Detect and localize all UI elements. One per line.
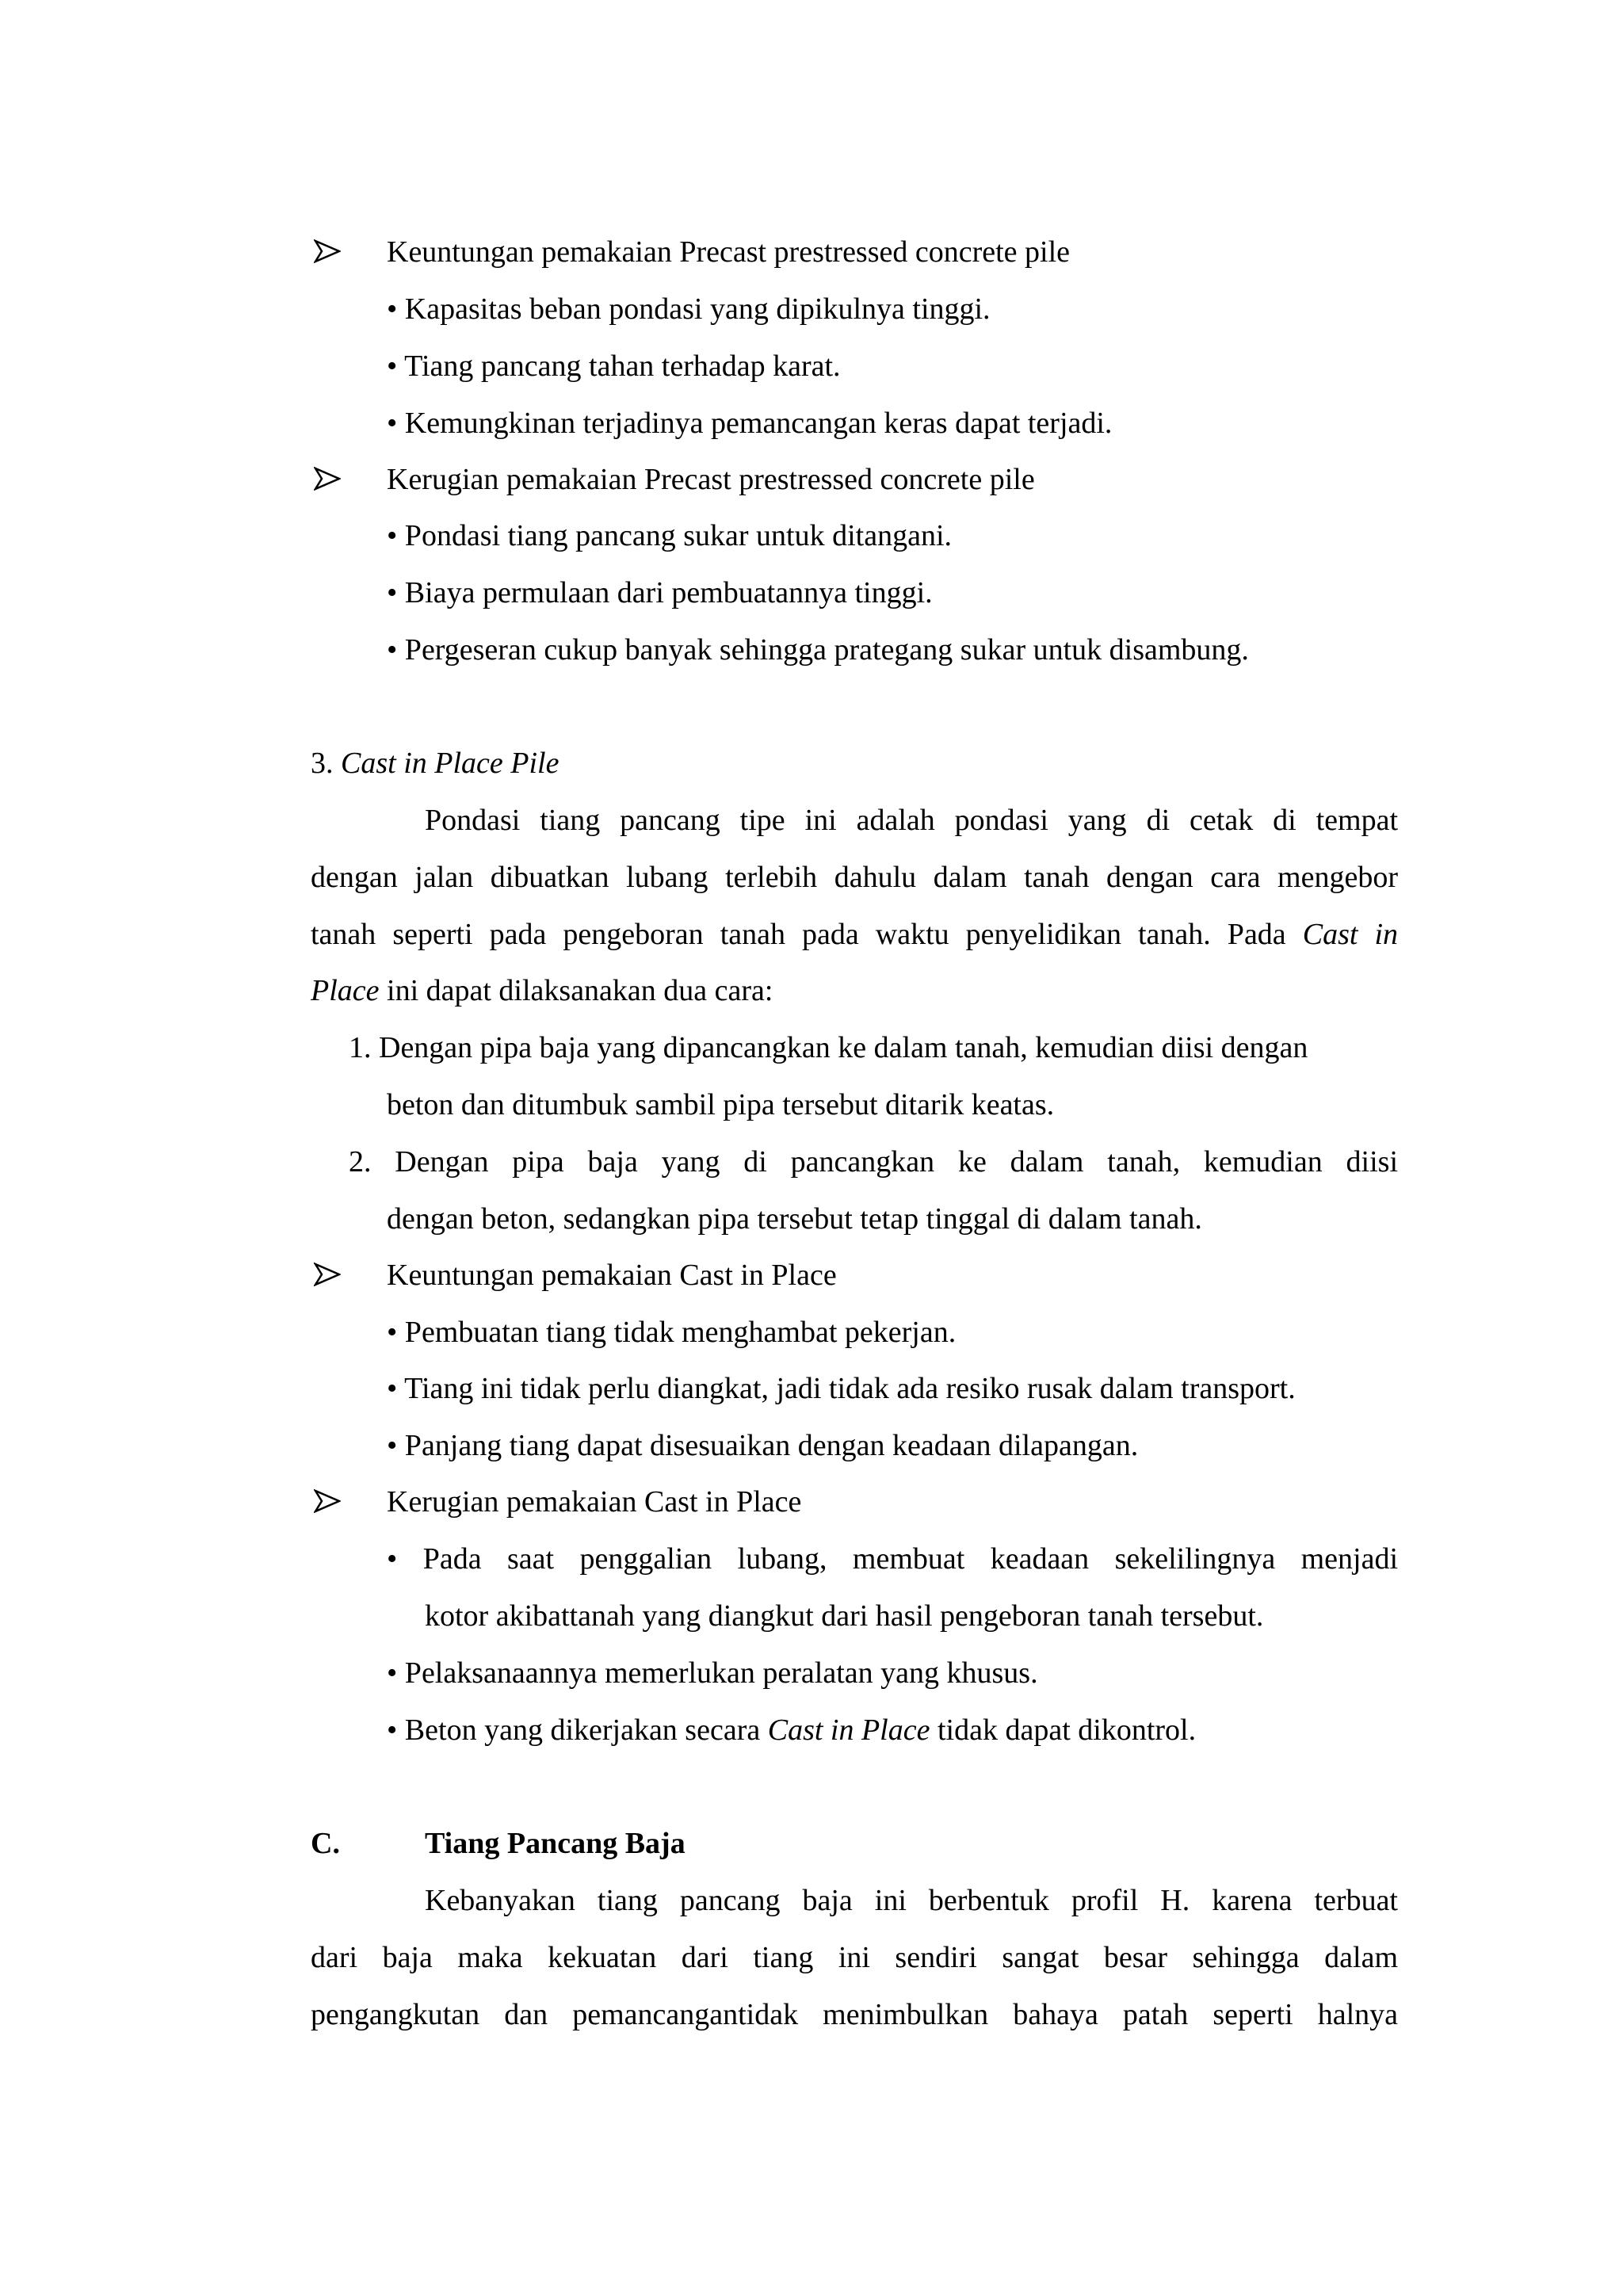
cast-disadvantage-item-cont: kotor akibattanah yang diangkut dari hasil pengeboran tanah tersebut. bbox=[425, 1599, 1264, 1633]
prestressed-advantage-item: • Tiang pancang tahan terhadap karat. bbox=[387, 350, 841, 383]
section-c-paragraph-line: Kebanyakan tiang pancang baja ini berbentuk profil H. karena terbuat bbox=[425, 1884, 1398, 1917]
prestressed-disadvantage-item: • Pondasi tiang pancang sukar untuk ditangani. bbox=[387, 519, 953, 552]
cast-paragraph-line: Pondasi tiang pancang tipe ini adalah pondasi yang di cetak di tempat bbox=[425, 804, 1398, 837]
section-c-title: Tiang Pancang Baja bbox=[425, 1827, 685, 1860]
cast-method-1-cont: beton dan ditumbuk sambil pipa tersebut ditarik keatas. bbox=[387, 1088, 1055, 1121]
section-c-paragraph-line: pengangkutan dan pemancangantidak menimbulkan bahaya patah seperti halnya bbox=[311, 1998, 1398, 2031]
cast-method-1: 1. Dengan pipa baja yang dipancangkan ke dalam tanah, kemudian diisi dengan bbox=[349, 1031, 1308, 1064]
cast-paragraph-line: dengan jalan dibuatkan lubang terlebih dahulu dalam tanah dengan cara mengebor bbox=[311, 861, 1398, 894]
cast-paragraph-line: Place ini dapat dilaksanakan dua cara: bbox=[311, 974, 773, 1007]
arrow-bullet-icon bbox=[314, 467, 341, 491]
cast-disadvantage-item: • Beton yang dikerjakan secara Cast in Place tidak dapat dikontrol. bbox=[387, 1713, 1197, 1747]
section-c-letter: C. bbox=[311, 1827, 340, 1860]
section-c-paragraph-line: dari baja maka kekuatan dari tiang ini sendiri sangat besar sehingga dalam bbox=[311, 1941, 1398, 1974]
cast-disadvantages-title: Kerugian pemakaian Cast in Place bbox=[387, 1485, 802, 1519]
arrow-bullet-icon bbox=[314, 1263, 341, 1286]
cast-method-2-cont: dengan beton, sedangkan pipa tersebut tetap tinggal di dalam tanah. bbox=[387, 1202, 1202, 1236]
cast-advantage-item: • Pembuatan tiang tidak menghambat pekerjan. bbox=[387, 1316, 957, 1349]
prestressed-disadvantages-title: Kerugian pemakaian Precast prestressed concrete pile bbox=[387, 463, 1035, 496]
arrow-bullet-icon bbox=[314, 1489, 341, 1513]
cast-method-2: 2. Dengan pipa baja yang di pancangkan ke dalam tanah, kemudian diisi bbox=[349, 1145, 1398, 1179]
cast-disadvantage-item: • Pelaksanaannya memerlukan peralatan yang khusus. bbox=[387, 1656, 1038, 1690]
arrow-bullet-icon bbox=[314, 239, 341, 263]
cast-section-number: 3. bbox=[311, 747, 334, 780]
cast-section-heading bbox=[311, 744, 559, 782]
cast-advantages-title: Keuntungan pemakaian Cast in Place bbox=[387, 1259, 837, 1292]
prestressed-disadvantage-item: • Biaya permulaan dari pembuatannya tinggi. bbox=[387, 576, 933, 609]
prestressed-disadvantage-item: • Pergeseran cukup banyak sehingga prategang sukar untuk disambung. bbox=[387, 633, 1249, 667]
prestressed-advantages-title: Keuntungan pemakaian Precast prestressed concrete pile bbox=[387, 235, 1071, 269]
cast-section-title: Cast in Place Pile bbox=[341, 747, 559, 780]
cast-disadvantage-item: • Pada saat penggalian lubang, membuat keadaan sekelilingnya menjadi bbox=[387, 1542, 1398, 1576]
cast-advantage-item: • Panjang tiang dapat disesuaikan dengan keadaan dilapangan. bbox=[387, 1429, 1139, 1462]
cast-paragraph-line: tanah seperti pada pengeboran tanah pada waktu penyelidikan tanah. Pada Cast in bbox=[311, 918, 1399, 951]
cast-advantage-item: • Tiang ini tidak perlu diangkat, jadi tidak ada resiko rusak dalam transport. bbox=[387, 1372, 1296, 1405]
prestressed-advantage-item: • Kapasitas beban pondasi yang dipikulnya tinggi. bbox=[387, 292, 991, 326]
prestressed-advantage-item: • Kemungkinan terjadinya pemancangan keras dapat terjadi. bbox=[387, 407, 1113, 440]
